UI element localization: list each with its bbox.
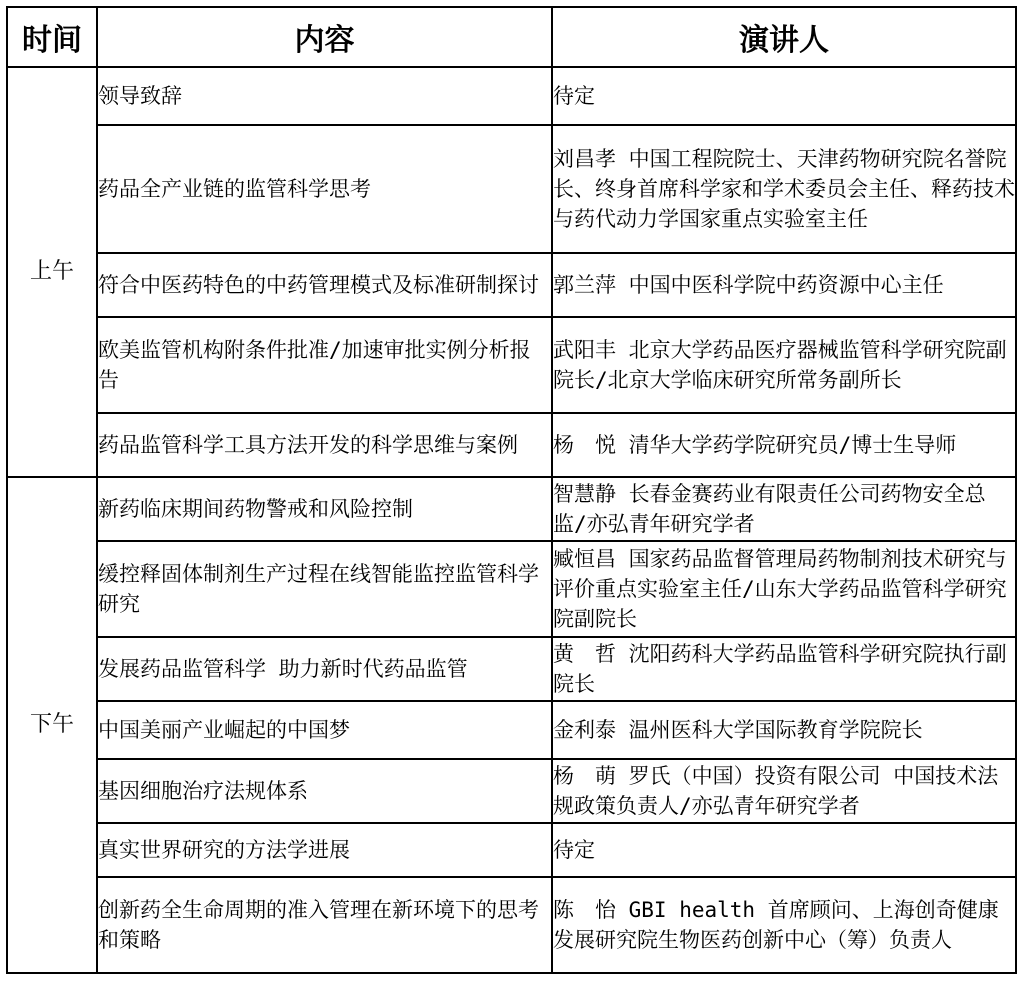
table-row [7, 67, 1016, 125]
speaker-cell: 金利泰 温州医科大学国际教育学院院长 [552, 701, 1016, 759]
content-cell: 欧美监管机构附条件批准/加速审批实例分析报告 [97, 317, 552, 413]
content-cell: 符合中医药特色的中药管理模式及标准研制探讨 [97, 253, 552, 317]
content-cell: 药品监管科学工具方法开发的科学思维与案例 [97, 413, 552, 477]
speaker-cell: 臧恒昌 国家药品监督管理局药物制剂技术研究与评价重点实验室主任/山东大学药品监管科学研究院副院长 [552, 541, 1016, 637]
table-row [7, 759, 1016, 823]
speaker-cell: 刘昌孝 中国工程院院士、天津药物研究院名誉院长、终身首席科学家和学术委员会主任、释药技术与药代动力学国家重点实验室主任 [552, 125, 1016, 253]
table-row [7, 413, 1016, 477]
speaker-cell: 杨 悦 清华大学药学院研究员/博士生导师 [552, 413, 1016, 477]
content-cell: 真实世界研究的方法学进展 [97, 823, 552, 877]
table-row [7, 823, 1016, 877]
content-cell: 新药临床期间药物警戒和风险控制 [97, 477, 552, 541]
speaker-cell: 陈 怡 GBI health 首席顾问、上海创奇健康发展研究院生物医药创新中心（筹）负责人 [552, 877, 1016, 973]
content-cell: 领导致辞 [97, 67, 552, 125]
speaker-cell: 武阳丰 北京大学药品医疗器械监管科学研究院副院长/北京大学临床研究所常务副所长 [552, 317, 1016, 413]
table-row [7, 253, 1016, 317]
table-row [7, 477, 1016, 541]
speaker-cell: 黄 哲 沈阳药科大学药品监管科学研究院执行副院长 [552, 637, 1016, 701]
content-cell: 发展药品监管科学 助力新时代药品监管 [97, 637, 552, 701]
content-cell: 基因细胞治疗法规体系 [97, 759, 552, 823]
content-cell: 缓控释固体制剂生产过程在线智能监控监管科学研究 [97, 541, 552, 637]
table-row [7, 541, 1016, 637]
header-time: 时间 [7, 7, 97, 67]
speaker-cell: 杨 萌 罗氏（中国）投资有限公司 中国技术法规政策负责人/亦弘青年研究学者 [552, 759, 1016, 823]
table-row [7, 637, 1016, 701]
speaker-cell: 待定 [552, 823, 1016, 877]
header-content: 内容 [97, 7, 552, 67]
content-cell: 药品全产业链的监管科学思考 [97, 125, 552, 253]
period-cell-afternoon: 下午 [7, 477, 97, 973]
speaker-cell: 智慧静 长春金赛药业有限责任公司药物安全总监/亦弘青年研究学者 [552, 477, 1016, 541]
speaker-cell: 郭兰萍 中国中医科学院中药资源中心主任 [552, 253, 1016, 317]
period-cell-morning: 上午 [7, 67, 97, 477]
content-cell: 中国美丽产业崛起的中国梦 [97, 701, 552, 759]
table-row [7, 877, 1016, 973]
header-row [7, 7, 1016, 67]
table-row [7, 125, 1016, 253]
speaker-cell: 待定 [552, 67, 1016, 125]
table-row [7, 317, 1016, 413]
content-cell: 创新药全生命周期的准入管理在新环境下的思考和策略 [97, 877, 552, 973]
table-row [7, 701, 1016, 759]
agenda-table [6, 6, 1017, 974]
header-speaker: 演讲人 [552, 7, 1016, 67]
